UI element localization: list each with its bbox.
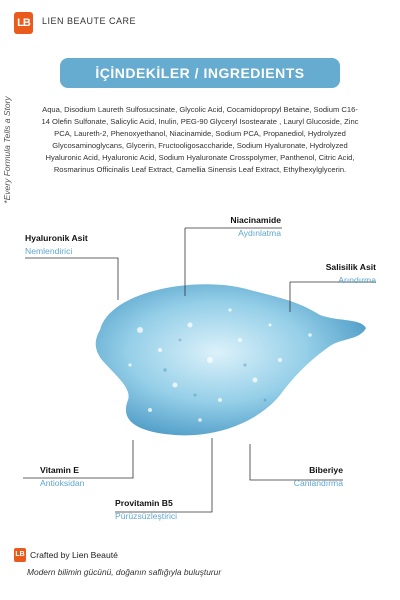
callout-subtitle: Pürüzsüzleştirici: [115, 511, 178, 521]
ingredients-list: Aqua, Disodium Laureth Sulfosucsinate, Glycolic Acid, Cocamidopropyl Betaine, Sodium C16-14 Olefin Sulfonate, Salicylic Acid, Inulin, PEG-90 Glyceryl Isostearate , Lauryl Glucoside, Zinc PCA, Laureth-2, Phenoxyethanol, Niacinamide, Sodium PCA, Propanediol, Hydrolyzed Glycosaminoglycans, Glycerin, Fructooligosaccharide, Sodium Hyaluronate, Hydrolyzed Hyaluronic Acid, Hyaluronic Acid, Sodium Hyaluronate Crosspolymer, Panthenol, Citric Acid, Rosmarinus Officinalis Leaf Extract, Camellia Sinensis Leaf Extract, Ethylhexylglycerin.: [41, 105, 359, 175]
callout-title: Niacinamide: [230, 215, 281, 225]
callout-subtitle: Aydınlatma: [238, 228, 281, 238]
brand-name: LIEN BEAUTE CARE: [42, 16, 137, 26]
callout-title: Vitamin E: [40, 465, 80, 475]
brand-logo: LB: [14, 12, 33, 34]
callout-salicylic: [300, 262, 376, 285]
footer-logo: LB: [14, 548, 26, 562]
footer-tagline: Modern bilimin gücünü, doğanın saflığıyla buluşturur: [27, 567, 222, 577]
callout-vitamin-e: [40, 465, 84, 488]
callout-subtitle: Arındırma: [338, 275, 376, 285]
ingredients-header: İÇİNDEKİLER / INGREDIENTS: [60, 58, 340, 88]
callout-title: Biberiye: [309, 465, 343, 475]
callout-subtitle: Nemlendirici: [25, 246, 73, 256]
gel-illustration: [80, 270, 370, 450]
callout-title: Salisilik Asit: [325, 262, 376, 272]
callout-subtitle: Antioksidan: [40, 478, 85, 488]
callout-niacinamide: [225, 215, 281, 238]
callout-subtitle: Canlandırma: [293, 478, 343, 488]
callout-title: Provitamin B5: [115, 498, 173, 508]
callout-hyaluronic: [25, 233, 88, 256]
callout-title: Hyaluronik Asit: [25, 233, 88, 243]
callout-biberiye: [283, 465, 343, 488]
callout-provitamin: [115, 498, 177, 521]
footer-brand: Crafted by Lien Beauté: [30, 550, 118, 560]
side-tagline: *Every Formula Tells a Story: [2, 96, 12, 204]
